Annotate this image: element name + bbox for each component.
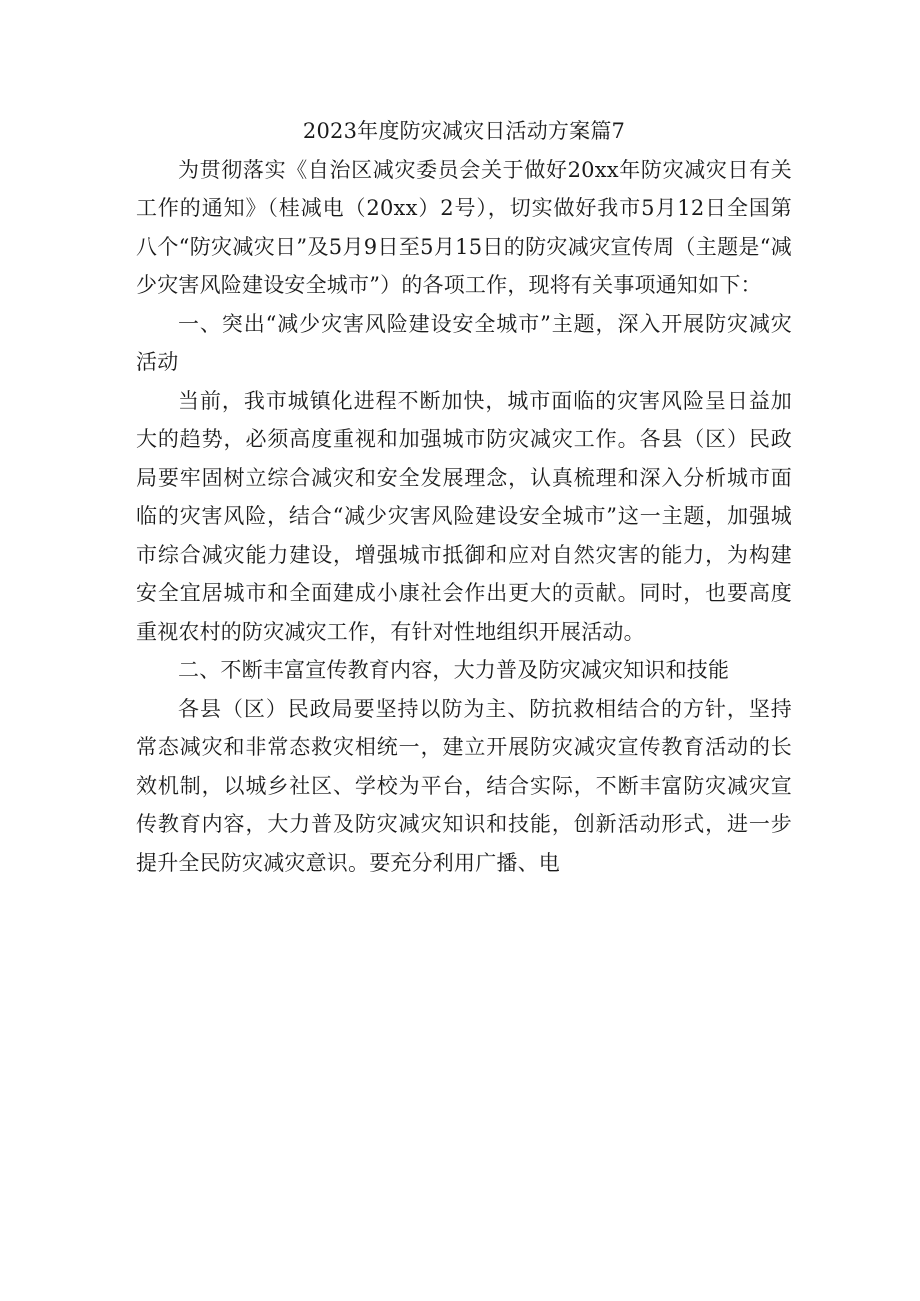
section-2-paragraph: 各县（区）民政局要坚持以防为主、防抗救相结合的方针，坚持常态减灾和非常态救灾相统一，建立开展防灾减灾宣传教育活动的长效机制，以城乡社区、学校为平台，结合实际，不断丰富防灾减灾宣传教育内容，大力普及防灾减灾知识和技能，创新活动形式，进一步提升全民防灾减灾意识。要充分利用广播、电 [136,696,792,875]
intro-paragraph: 为贯彻落实《自治区减灾委员会关于做好20xx年防灾减灾日有关工作的通知》（桂减电（20xx）2号），切实做好我市5月12日全国第八个“防灾减灾日”及5月9日至5月15日的防灾减灾宣传周（主题是“减少灾害风险建设安全城市”）的各项工作，现将有关事项通知如下： [136,157,792,297]
section-heading-2: 二、不断丰富宣传教育内容，大力普及防灾减灾知识和技能 [178,658,730,682]
section-heading-1: 一、突出“减少灾害风险建设安全城市”主题，深入开展防灾减灾活动 [136,311,792,374]
section-1-paragraph: 当前，我市城镇化进程不断加快，城市面临的灾害风险呈日益加大的趋势，必须高度重视和加强城市防灾减灾工作。各县（区）民政局要牢固树立综合减灾和安全发展理念，认真梳理和深入分析城市面临的灾害风险，结合“减少灾害风险建设安全城市”这一主题，加强城市综合减灾能力建设，增强城市抵御和应对自然灾害的能力，为构建安全宜居城市和全面建成小康社会作出更大的贡献。同时，也要高度重视农村的防灾减灾工作，有针对性地组织开展活动。 [136,388,792,644]
document-body [136,112,792,882]
document-title: 2023年度防灾减灾日活动方案篇7 [302,119,626,143]
